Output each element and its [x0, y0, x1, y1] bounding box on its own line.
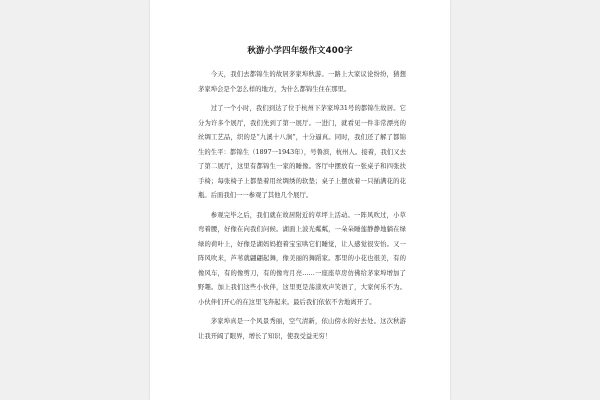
- document-page: [150, 0, 450, 400]
- paragraph-2: 过了一个小时，我们到达了位于杭州下茅家埠31号的都锦生故居。它分为许多个展厅，我们先到了第一展厅。一进门，就看见一件非常漂亮的丝绸工艺品，织的是“九溪十八涧”，十分逼真。同时，我们还了解了都锦生的生平：都锦生（1897一1943年），号鲁滨，杭州人。接着，我们又去了第二展厅，这里有都锦生一家的睡像。客厅中摆放有一张桌子和四张扶手椅；每张椅子上都垫着用丝绸绣的软垫；桌子上摆放着一只插满花的花瓶。后面我们一一参观了其他几个展厅。: [198, 105, 406, 199]
- document-title: 秋游小学四年级作文400字: [247, 46, 353, 56]
- document-body: [198, 68, 406, 349]
- paragraph-4: 茅家埠真是一个风景秀丽，空气清新，依山傍水的好去处。这次秋游让我开阔了眼界，增长了知识，使我受益无穷！: [198, 318, 406, 340]
- paragraph-1: 今天，我们去都锦生的故居茅家埠秋游。一路上大家议论纷纷，猜想茅家埠会是个怎么样的地方，为什么都锦生住在那里。: [198, 71, 406, 93]
- paragraph-3: 参观完毕之后，我们就在故居附近的草坪上活动。一阵风吹过，小草弯着腰，好像在向我们问候。湖面上波光粼粼，一朵朵睡莲静静地躺在绿绿的荷叶上，好像是湖妈妈抱着宝宝哄它们睡觉，让人感觉很安怡。又一阵风吹来，芦苇就翩翩起舞，像美丽的舞蹈家。那里的小花也很美，有的像风车，有的像剪刀，有的像弯月亮……一座座草房仿佛给茅家埠增加了野趣。加上我们这些小伙伴，这里更是荡漾欢声笑语了，大家何乐不为。小伙伴们开心的在这里飞奔起来。最后我们依依不舍地离开了。: [198, 211, 406, 306]
